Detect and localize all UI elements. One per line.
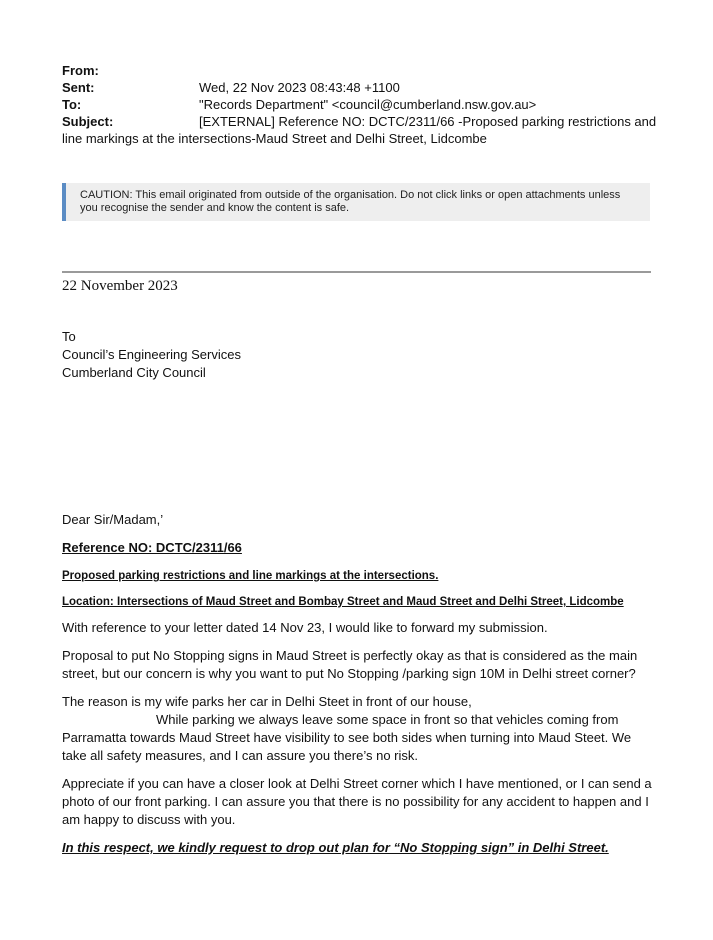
recipient-line-to: To — [62, 329, 76, 344]
caution-line2: you recognise the sender and know the content is safe. — [80, 202, 350, 214]
to-label: To: — [62, 97, 82, 112]
sent-row — [62, 79, 652, 96]
subject-value-line1: [EXTERNAL] Reference NO: DCTC/2311/66 -Proposed parking restrictions and — [199, 114, 657, 129]
recipient-line-department: Council’s Engineering Services — [62, 347, 241, 362]
subject-row-continued — [62, 130, 652, 147]
paragraph-3 — [62, 693, 652, 765]
paragraph-3-line1: The reason is my wife parks her car in Delhi Steet in front of our house, — [62, 694, 472, 709]
paragraph-3-line3: Parramatta towards Maud Street have visibility to see both sides when turning into Maud Steet. We — [62, 730, 632, 745]
paragraph-4 — [62, 775, 652, 829]
subject-value-line2: line markings at the intersections-Maud Street and Delhi Street, Lidcombe — [62, 131, 487, 146]
divider — [62, 271, 651, 273]
paragraph-4-line1: Appreciate if you can have a closer look at Delhi Street corner which I have mentioned, or I can send a — [62, 776, 652, 791]
to-row — [62, 96, 652, 113]
paragraph-2 — [62, 647, 652, 683]
paragraph-4-line2: photo of our front parking. I can assure you that there is no possibility for any accident to happen and I — [62, 794, 649, 809]
letter-body — [62, 511, 652, 857]
from-label: From: — [62, 63, 99, 78]
salutation: Dear Sir/Madam,’ — [62, 512, 164, 527]
sent-value: Wed, 22 Nov 2023 08:43:48 +1100 — [199, 80, 400, 95]
caution-banner — [62, 183, 650, 221]
paragraph-1: With reference to your letter dated 14 Nov 23, I would like to forward my submission. — [62, 620, 548, 635]
subject-label: Subject: — [62, 114, 114, 129]
letter-date: 22 November 2023 — [62, 278, 178, 294]
proposal-heading: Proposed parking restrictions and line markings at the intersections. — [62, 570, 439, 582]
from-row — [62, 62, 652, 79]
paragraph-2-line2: street, but our concern is why you want to put No Stopping /parking sign 10M in Delhi street corner? — [62, 666, 636, 681]
sent-label: Sent: — [62, 80, 95, 95]
recipient-block — [62, 328, 241, 382]
recipient-line-council: Cumberland City Council — [62, 365, 206, 380]
reference-number: Reference NO: DCTC/2311/66 — [62, 540, 242, 555]
paragraph-4-line3: am happy to discuss with you. — [62, 812, 236, 827]
subject-row — [62, 113, 657, 130]
closing-request: In this respect, we kindly request to drop out plan for “No Stopping sign” in Delhi Street. — [62, 840, 609, 855]
caution-line1: CAUTION: This email originated from outside of the organisation. Do not click links or open attachments unless — [80, 189, 621, 201]
paragraph-3-line4: take all safety measures, and I can assure you there’s no risk. — [62, 748, 418, 763]
paragraph-3-line2: While parking we always leave some space in front so that vehicles coming from — [156, 712, 619, 727]
to-value: "Records Department" <council@cumberland.nsw.gov.au> — [199, 97, 537, 112]
email-header — [62, 62, 657, 147]
location-heading: Location: Intersections of Maud Street and Bombay Street and Maud Street and Delhi Street, Lidcombe — [62, 596, 624, 608]
paragraph-2-line1: Proposal to put No Stopping signs in Maud Street is perfectly okay as that is considered as the main — [62, 648, 638, 663]
